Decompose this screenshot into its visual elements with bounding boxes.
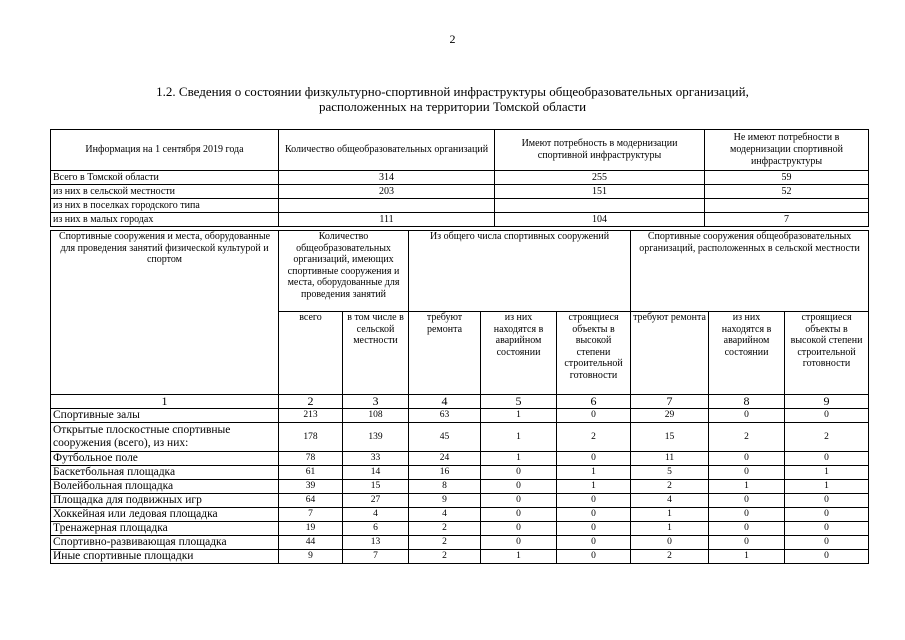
row-need: 104 — [495, 213, 705, 227]
row-label: из них в малых городах — [51, 213, 279, 227]
subheader-repair-rural: требуют ремонта — [631, 312, 709, 395]
cell-value: 2 — [709, 423, 785, 452]
column-number: 7 — [631, 395, 709, 409]
cell-value: 2 — [409, 522, 481, 536]
cell-value: 1 — [785, 466, 869, 480]
row-total: 314 — [279, 171, 495, 185]
column-number: 8 — [709, 395, 785, 409]
subheader-construction-rural: строящиеся объекты в высокой степени строительной готовности — [785, 312, 869, 395]
column-number: 9 — [785, 395, 869, 409]
column-number-row — [51, 395, 869, 409]
cell-value: 0 — [481, 508, 557, 522]
document-title — [0, 84, 905, 114]
row-need: 151 — [495, 185, 705, 199]
subheader-emergency: из них находятся в аварийном состоянии — [481, 312, 557, 395]
cell-value: 1 — [557, 480, 631, 494]
cell-value: 0 — [481, 536, 557, 550]
cell-value: 0 — [481, 522, 557, 536]
cell-value: 4 — [343, 508, 409, 522]
cell-value: 4 — [631, 494, 709, 508]
cell-value: 61 — [279, 466, 343, 480]
page-number: 2 — [449, 32, 456, 46]
cell-value: 0 — [709, 466, 785, 480]
cell-value: 15 — [343, 480, 409, 494]
cell-value: 14 — [343, 466, 409, 480]
cell-value: 5 — [631, 466, 709, 480]
row-total: 111 — [279, 213, 495, 227]
row-label: из них в сельской местности — [51, 185, 279, 199]
table-row — [51, 199, 869, 213]
facilities-header-row-1 — [51, 231, 869, 312]
cell-value: 0 — [785, 508, 869, 522]
row-no-need: 59 — [705, 171, 869, 185]
facilities-header-count: Количество общеобразовательных организаций, имеющих спортивные сооружения и места, оборудованные для проведения занятий — [279, 231, 409, 312]
cell-value: 0 — [785, 550, 869, 564]
cell-value: 78 — [279, 452, 343, 466]
column-number: 5 — [481, 395, 557, 409]
row-label: из них в поселках городского типа — [51, 199, 279, 213]
cell-value: 2 — [785, 423, 869, 452]
cell-value: 0 — [709, 494, 785, 508]
summary-header-info: Информация на 1 сентября 2019 года — [51, 130, 279, 171]
cell-value: 39 — [279, 480, 343, 494]
table-row — [51, 466, 869, 480]
cell-value: 63 — [409, 409, 481, 423]
subheader-all: всего — [279, 312, 343, 395]
table-row — [51, 185, 869, 199]
summary-header-row — [51, 130, 869, 171]
cell-value: 45 — [409, 423, 481, 452]
row-label: Спортивные залы — [51, 409, 279, 423]
cell-value: 33 — [343, 452, 409, 466]
cell-value: 6 — [343, 522, 409, 536]
cell-value: 178 — [279, 423, 343, 452]
cell-value: 44 — [279, 536, 343, 550]
subheader-emergency-rural: из них находятся в аварийном состоянии — [709, 312, 785, 395]
cell-value: 0 — [785, 452, 869, 466]
summary-table — [50, 129, 869, 227]
cell-value: 0 — [557, 452, 631, 466]
cell-value: 0 — [709, 536, 785, 550]
cell-value: 0 — [709, 409, 785, 423]
cell-value: 0 — [557, 550, 631, 564]
cell-value: 0 — [709, 452, 785, 466]
facilities-header-main: Спортивные сооружения и места, оборудованные для проведения занятий физической культурой и спортом — [51, 231, 279, 395]
cell-value: 0 — [709, 522, 785, 536]
cell-value: 0 — [785, 409, 869, 423]
cell-value: 2 — [631, 550, 709, 564]
cell-value: 64 — [279, 494, 343, 508]
column-number: 1 — [51, 395, 279, 409]
column-number: 6 — [557, 395, 631, 409]
cell-value: 2 — [557, 423, 631, 452]
summary-header-need: Имеют потребность в модернизации спортивной инфраструктуры — [495, 130, 705, 171]
cell-value: 7 — [279, 508, 343, 522]
cell-value: 9 — [409, 494, 481, 508]
cell-value: 1 — [557, 466, 631, 480]
cell-value: 4 — [409, 508, 481, 522]
row-label: Волейбольная площадка — [51, 480, 279, 494]
subheader-rural: в том числе в сельской местности — [343, 312, 409, 395]
row-label: Площадка для подвижных игр — [51, 494, 279, 508]
cell-value: 11 — [631, 452, 709, 466]
table-row — [51, 522, 869, 536]
cell-value: 0 — [481, 494, 557, 508]
cell-value: 1 — [785, 480, 869, 494]
row-no-need — [705, 199, 869, 213]
cell-value: 0 — [557, 536, 631, 550]
row-label: Тренажерная площадка — [51, 522, 279, 536]
cell-value: 0 — [557, 409, 631, 423]
table-row — [51, 494, 869, 508]
column-number: 3 — [343, 395, 409, 409]
cell-value: 16 — [409, 466, 481, 480]
row-need — [495, 199, 705, 213]
facilities-header-rural: Спортивные сооружения общеобразовательных организаций, расположенных в сельской местности — [631, 231, 869, 312]
row-label: Футбольное поле — [51, 452, 279, 466]
cell-value: 0 — [785, 536, 869, 550]
cell-value: 0 — [557, 522, 631, 536]
row-no-need: 52 — [705, 185, 869, 199]
cell-value: 2 — [631, 480, 709, 494]
table-row — [51, 480, 869, 494]
cell-value: 19 — [279, 522, 343, 536]
column-number: 2 — [279, 395, 343, 409]
subheader-construction: строящиеся объекты в высокой степени строительной готовности — [557, 312, 631, 395]
title-line-2: расположенных на территории Томской области — [318, 99, 587, 114]
cell-value: 7 — [343, 550, 409, 564]
row-label: Спортивно-развивающая площадка — [51, 536, 279, 550]
cell-value: 9 — [279, 550, 343, 564]
cell-value: 2 — [409, 550, 481, 564]
table-row — [51, 409, 869, 423]
cell-value: 8 — [409, 480, 481, 494]
table-row — [51, 171, 869, 185]
row-label: Хоккейная или ледовая площадка — [51, 508, 279, 522]
row-no-need: 7 — [705, 213, 869, 227]
cell-value: 1 — [631, 522, 709, 536]
cell-value: 15 — [631, 423, 709, 452]
cell-value: 1 — [481, 423, 557, 452]
cell-value: 0 — [709, 508, 785, 522]
facilities-table — [50, 230, 869, 564]
table-row — [51, 452, 869, 466]
row-total — [279, 199, 495, 213]
table-row — [51, 550, 869, 564]
row-need: 255 — [495, 171, 705, 185]
row-label: Всего в Томской области — [51, 171, 279, 185]
cell-value: 213 — [279, 409, 343, 423]
table-row — [51, 423, 869, 452]
cell-value: 0 — [481, 480, 557, 494]
table-row — [51, 213, 869, 227]
row-total: 203 — [279, 185, 495, 199]
subheader-repair: требуют ремонта — [409, 312, 481, 395]
cell-value: 0 — [557, 508, 631, 522]
facilities-header-total: Из общего числа спортивных сооружений — [409, 231, 631, 312]
cell-value: 1 — [481, 409, 557, 423]
summary-header-count: Количество общеобразовательных организаций — [279, 130, 495, 171]
cell-value: 139 — [343, 423, 409, 452]
cell-value: 24 — [409, 452, 481, 466]
row-label: Баскетбольная площадка — [51, 466, 279, 480]
cell-value: 0 — [785, 494, 869, 508]
cell-value: 0 — [557, 494, 631, 508]
cell-value: 2 — [409, 536, 481, 550]
cell-value: 0 — [631, 536, 709, 550]
table-row — [51, 536, 869, 550]
summary-header-no-need: Не имеют потребности в модернизации спортивной инфраструктуры — [705, 130, 869, 171]
cell-value: 29 — [631, 409, 709, 423]
row-label: Открытые плоскостные спортивные сооружения (всего), из них: — [51, 423, 279, 452]
cell-value: 1 — [481, 550, 557, 564]
table-row — [51, 508, 869, 522]
cell-value: 13 — [343, 536, 409, 550]
cell-value: 1 — [709, 550, 785, 564]
cell-value: 1 — [709, 480, 785, 494]
column-number: 4 — [409, 395, 481, 409]
cell-value: 1 — [481, 452, 557, 466]
cell-value: 27 — [343, 494, 409, 508]
cell-value: 108 — [343, 409, 409, 423]
cell-value: 0 — [785, 522, 869, 536]
cell-value: 1 — [631, 508, 709, 522]
title-line-1: 1.2. Сведения о состоянии физкультурно-спортивной инфраструктуры общеобразовательных организаций, — [156, 84, 749, 99]
row-label: Иные спортивные площадки — [51, 550, 279, 564]
cell-value: 0 — [481, 466, 557, 480]
